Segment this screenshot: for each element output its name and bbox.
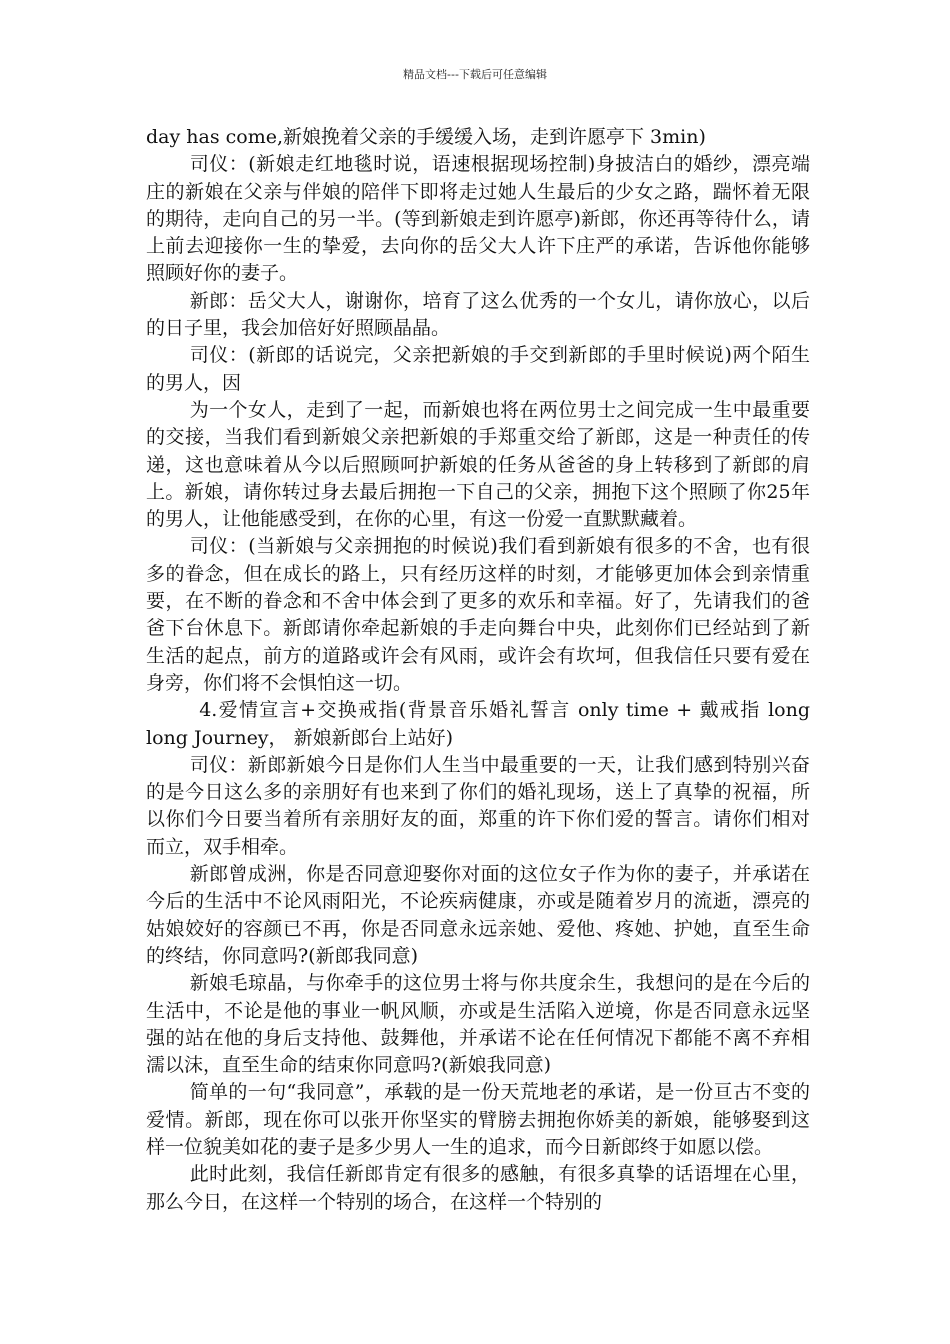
- paragraph: 为一个女人，走到了一起，而新娘也将在两位男士之间完成一生中最重要的交接，当我们看到新娘父亲把新娘的手郑重交给了新郎，这是一种责任的传递，这也意味着从今以后照顾呵护新娘的任务从爸爸的身上转移到了新郎的肩上。新娘，请你转过身去最后拥抱一下自己的父亲，拥抱下这个照顾了你25年的男人，让他能感受到，在你的心里，有这一份爱一直默默藏着。: [146, 398, 810, 531]
- section-heading: 4.爱情宣言+交换戒指(背景音乐婚礼誓言 only time + 戴戒指 long long Journey， 新娘新郎台上站好): [146, 699, 810, 749]
- paragraph: 新郎曾成洲，你是否同意迎娶你对面的这位女子作为你的妻子，并承诺在今后的生活中不论风雨阳光，不论疾病健康，亦或是随着岁月的流逝，漂亮的姑娘姣好的容颜已不再，你是否同意永远亲她、爱他、疼她、护她，直至生命的终结，你同意吗?(新郎我同意): [146, 863, 810, 967]
- paragraph: 司仪：(新郎的话说完，父亲把新娘的手交到新郎的手里时候说)两个陌生的男人，因: [146, 344, 810, 394]
- document-body: [146, 124, 810, 1216]
- paragraph: 司仪：新郎新娘今日是你们人生当中最重要的一天，让我们感到特别兴奋的是今日这么多的亲朋好有也来到了你们的婚礼现场，送上了真挚的祝福，所以你们今日要当着所有亲朋好友的面，郑重的许下你们爱的誓言。请你们相对而立，双手相牵。: [146, 753, 810, 858]
- paragraph: 新娘毛琼晶，与你牵手的这位男士将与你共度余生，我想问的是在今后的生活中，不论是他的事业一帆风顺，亦或是生活陷入逆境，你是否同意永远坚强的站在他的身后支持他、鼓舞他，并承诺不论在任何情况下都能不离不弃相濡以沫，直至生命的结束你同意吗?(新娘我同意): [146, 972, 810, 1077]
- paragraph: day has come,新娘挽着父亲的手缓缓入场，走到许愿亭下 3min): [146, 126, 706, 148]
- paragraph: 司仪：(新娘走红地毯时说，语速根据现场控制)身披洁白的婚纱，漂亮端庄的新娘在父亲与伴娘的陪伴下即将走过她人生最后的少女之路，踹怀着无限的期待，走向自己的另一半。(等到新娘走到许愿亭)新郎，你还再等待什么，请上前去迎接你一生的挚爱，去向你的岳父大人许下庄严的承诺，告诉他你能够照顾好你的妻子。: [146, 153, 810, 285]
- paragraph: 新郎：岳父大人，谢谢你，培育了这么优秀的一个女儿，请你放心，以后的日子里，我会加倍好好照顾晶晶。: [146, 289, 810, 340]
- paragraph: 此时此刻，我信任新郎肯定有很多的感触，有很多真挚的话语埋在心里，那么今日，在这样一个特别的场合，在这样一个特别的: [146, 1163, 810, 1213]
- paragraph: 简单的一句“我同意”，承载的是一份天荒地老的承诺，是一份亘古不变的爱情。新郎，现在你可以张开你坚实的臂膀去拥抱你娇美的新娘，能够娶到这样一位貌美如花的妻子是多少男人一生的追求，而今日新郎终于如愿以偿。: [146, 1081, 810, 1158]
- page-header: 精品文档---下载后可任意编辑: [403, 68, 547, 81]
- paragraph: 司仪：(当新娘与父亲拥抱的时候说)我们看到新娘有很多的不舍，也有很多的眷念，但在成长的路上，只有经历这样的时刻，才能够更加体会到亲情重要，在不断的眷念和不舍中体会到了更多的欢乐和幸福。好了，先请我们的爸爸下台休息下。新郎请你牵起新娘的手走向舞台中央，此刻你们已经站到了新生活的起点，前方的道路或许会有风雨，或许会有坎坷，但我信任只要有爱在身旁，你们将不会惧怕这一切。: [146, 535, 810, 694]
